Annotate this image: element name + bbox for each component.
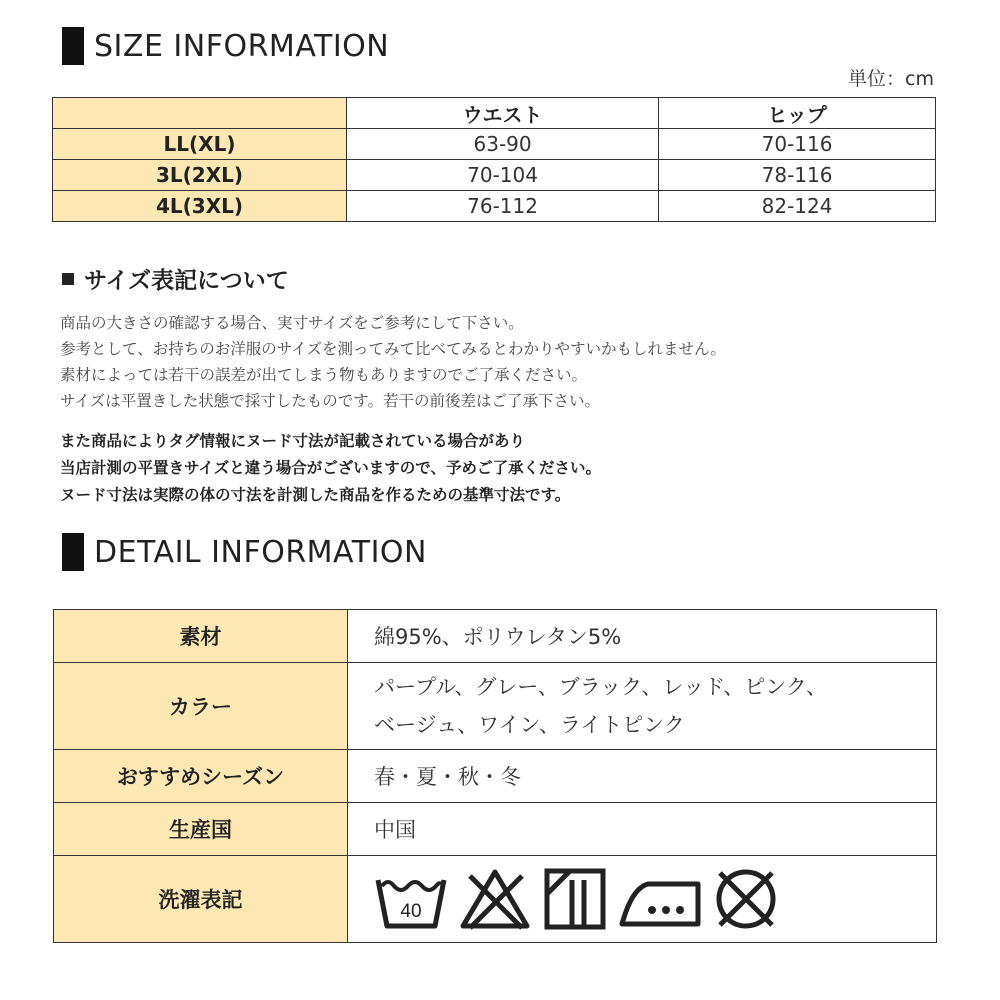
wash-temp-label: 40 (400, 901, 422, 922)
season-value: 春・夏・秋・冬 (348, 750, 937, 803)
detail-table (53, 609, 937, 943)
no-dry-clean-icon (712, 866, 780, 932)
waist-value: 63-90 (347, 129, 659, 160)
care-label: 洗濯表記 (54, 856, 348, 943)
detail-information-heading: DETAIL INFORMATION (94, 534, 427, 570)
drip-dry-shade-icon (542, 866, 608, 932)
table-row (53, 191, 936, 222)
size-label: LL(XL) (53, 129, 347, 160)
table-row (53, 160, 936, 191)
unit-label: 単位：cm (848, 68, 934, 90)
note-line: サイズは平置きした状態で採寸したものです。若干の前後差はご了承下さい。 (60, 392, 601, 410)
wash-40-icon (374, 866, 448, 932)
size-table-header (53, 98, 936, 129)
note-line: 素材によっては若干の誤差が出てしまう物もありますのでご了承ください。 (60, 366, 588, 384)
bold-note-line: 当店計測の平置きサイズと違う場合がございますので、予めご了承ください。 (60, 459, 601, 477)
iron-medium-icon (618, 866, 702, 932)
note-line: 商品の大きさの確認する場合、実寸サイズをご参考にして下さい。 (60, 314, 524, 332)
color-value (348, 663, 937, 750)
table-row (53, 129, 936, 160)
table-row (54, 610, 937, 663)
detail-information-title (62, 532, 427, 572)
bold-note-line: また商品によりタグ情報にヌード寸法が記載されている場合があり (60, 432, 526, 450)
square-bullet-icon (62, 273, 74, 285)
no-bleach-icon (458, 866, 532, 932)
hip-value: 82-124 (659, 191, 936, 222)
waist-value: 76-112 (347, 191, 659, 222)
title-bar (62, 533, 84, 571)
material-value: 綿95%、ポリウレタン5% (348, 610, 937, 663)
table-row (54, 803, 937, 856)
size-notes-title: サイズ表記について (84, 268, 289, 294)
season-label: おすすめシーズン (54, 750, 348, 803)
color-label: カラー (54, 663, 348, 750)
material-label: 素材 (54, 610, 348, 663)
size-table-corner (53, 98, 347, 129)
care-icons (348, 856, 937, 943)
size-notes-bold (60, 428, 601, 509)
note-line: 参考として、お持ちのお洋服のサイズを測ってみて比べてみるとわかりやすいかもしれません。 (60, 340, 726, 358)
size-label: 3L(2XL) (53, 160, 347, 191)
size-table (52, 97, 936, 222)
table-row (54, 856, 937, 943)
size-notes-heading (62, 262, 289, 295)
bold-note-line: ヌード寸法は実際の体の寸法を計測した商品を作るための基準寸法です。 (60, 486, 571, 504)
size-label: 4L(3XL) (53, 191, 347, 222)
color-value-line: ベージュ、ワイン、ライトピンク (374, 713, 685, 737)
title-bar (62, 27, 84, 65)
hip-value: 70-116 (659, 129, 936, 160)
hip-value: 78-116 (659, 160, 936, 191)
waist-value: 70-104 (347, 160, 659, 191)
waist-column-header: ウエスト (347, 98, 659, 129)
size-information-title (62, 26, 389, 66)
hip-column-header: ヒップ (659, 98, 936, 129)
table-row (54, 750, 937, 803)
table-row (54, 663, 937, 750)
care-icons-row (374, 866, 936, 932)
color-value-line: パープル、グレー、ブラック、レッド、ピンク、 (374, 675, 827, 699)
origin-label: 生産国 (54, 803, 348, 856)
size-notes (60, 310, 726, 414)
size-information-heading: SIZE INFORMATION (94, 28, 390, 64)
origin-value: 中国 (348, 803, 937, 856)
